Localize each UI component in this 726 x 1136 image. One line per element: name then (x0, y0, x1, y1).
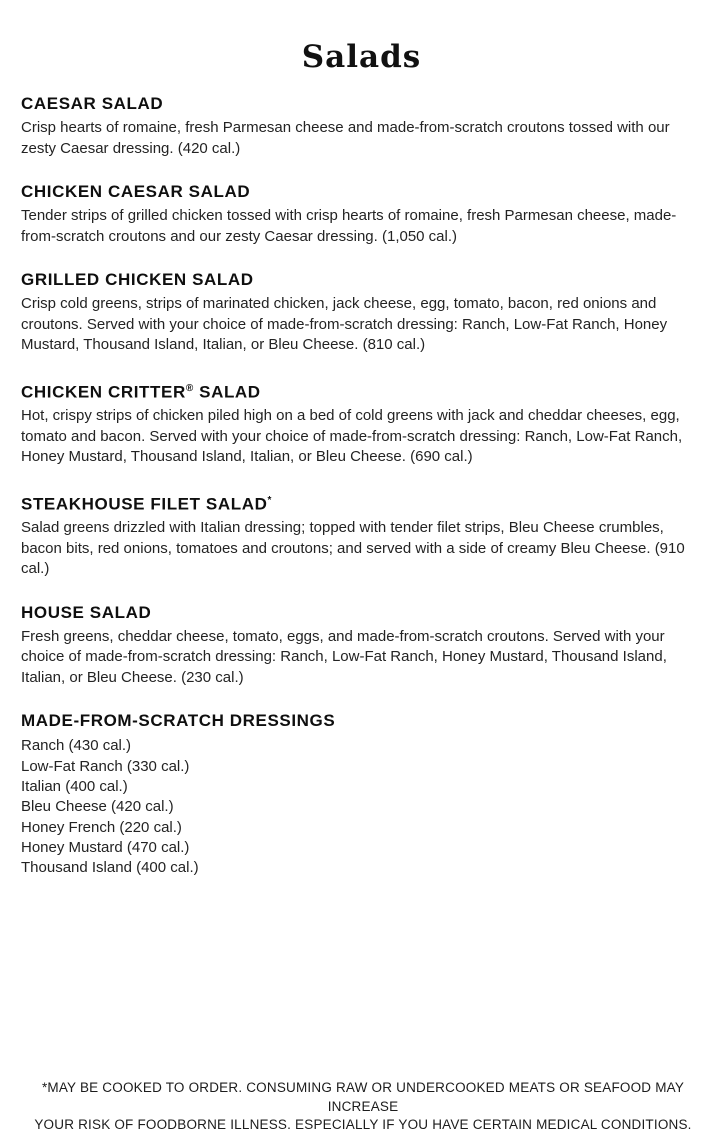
menu-item-chicken-caesar-salad (21, 182, 702, 247)
dressing-item: Bleu Cheese (420 cal.) (21, 798, 174, 816)
footnote-disclaimer-line2: YOUR RISK OF FOODBORNE ILLNESS. ESPECIALLY IF YOU HAVE CERTAIN MEDICAL CONDITIONS. (34, 1117, 692, 1132)
dressing-item: Thousand Island (400 cal.) (21, 859, 199, 877)
dressing-item: Honey Mustard (470 cal.) (21, 838, 190, 856)
dressing-item: Low-Fat Ranch (330 cal.) (21, 757, 190, 775)
menu-item-house-salad (21, 603, 702, 689)
menu-item-description: Hot, crispy strips of chicken piled high on a bed of cold greens with jack and cheddar cheeses, egg, tomato and bacon. Served with your choice of made-from-scratch dressing: Ranch, Low-Fat Ranch, Honey Mustard, Thousand Island, Italian, or Bleu Cheese. (690 cal.) (21, 407, 683, 466)
menu-item-caesar-salad (21, 94, 702, 159)
menu-item-name: HOUSE SALAD (21, 602, 152, 622)
menu-item-chicken-critter-salad (21, 379, 702, 468)
menu-item-steakhouse-filet-salad (21, 491, 702, 580)
menu-item-grilled-chicken-salad (21, 270, 702, 356)
menu-item-description: Crisp cold greens, strips of marinated chicken, jack cheese, egg, tomato, bacon, red onions and croutons. Served with your choice of made-from-scratch dressing: Ranch, Low-Fat Ranch, Honey Mustard, Thousand Island, Italian, or Bleu Cheese. (810 cal.) (21, 295, 668, 353)
page-title: Salads (301, 39, 422, 75)
menu-item-description: Fresh greens, cheddar cheese, tomato, eggs, and made-from-scratch croutons. Served with your choice of made-from-scratch dressing: Ranch, Low-Fat Ranch, Honey Mustard, Thousand Island, Italian, or Bleu Cheese. (230 cal.) (21, 627, 667, 686)
dressings-heading: MADE-FROM-SCRATCH DRESSINGS (21, 711, 336, 731)
dressing-item: Italian (400 cal.) (21, 777, 128, 795)
menu-item-name: CHICKEN CRITTER® SALAD (21, 382, 261, 402)
menu-item-name: GRILLED CHICKEN SALAD (21, 270, 254, 289)
menu-item-description: Crisp hearts of romaine, fresh Parmesan cheese and made-from-scratch croutons tossed with our zesty Caesar dressing. (420 cal.) (21, 119, 670, 157)
dressings-section (21, 711, 702, 878)
dressing-item: Honey French (220 cal.) (21, 818, 182, 836)
dressing-item: Ranch (430 cal.) (21, 737, 132, 755)
footnote-disclaimer (0, 1079, 726, 1135)
menu-item-name: CAESAR SALAD (21, 94, 164, 113)
menu-item-name: STEAKHOUSE FILET SALAD* (21, 494, 272, 514)
footnote-disclaimer-line1: *MAY BE COOKED TO ORDER. CONSUMING RAW OR UNDERCOOKED MEATS OR SEAFOOD MAY INCREASE (41, 1080, 685, 1114)
menu-item-description: Salad greens drizzled with Italian dressing; topped with tender filet strips, Bleu Cheese crumbles, bacon bits, red onions, tomatoes and croutons; and served with a side of creamy Bleu Cheese. (910 cal.) (21, 519, 685, 578)
menu-item-name: CHICKEN CAESAR SALAD (21, 182, 251, 201)
menu-item-description: Tender strips of grilled chicken tossed with crisp hearts of romaine, fresh Parmesan cheese, made-from-scratch croutons and our zesty Caesar dressing. (1,050 cal.) (21, 207, 677, 245)
